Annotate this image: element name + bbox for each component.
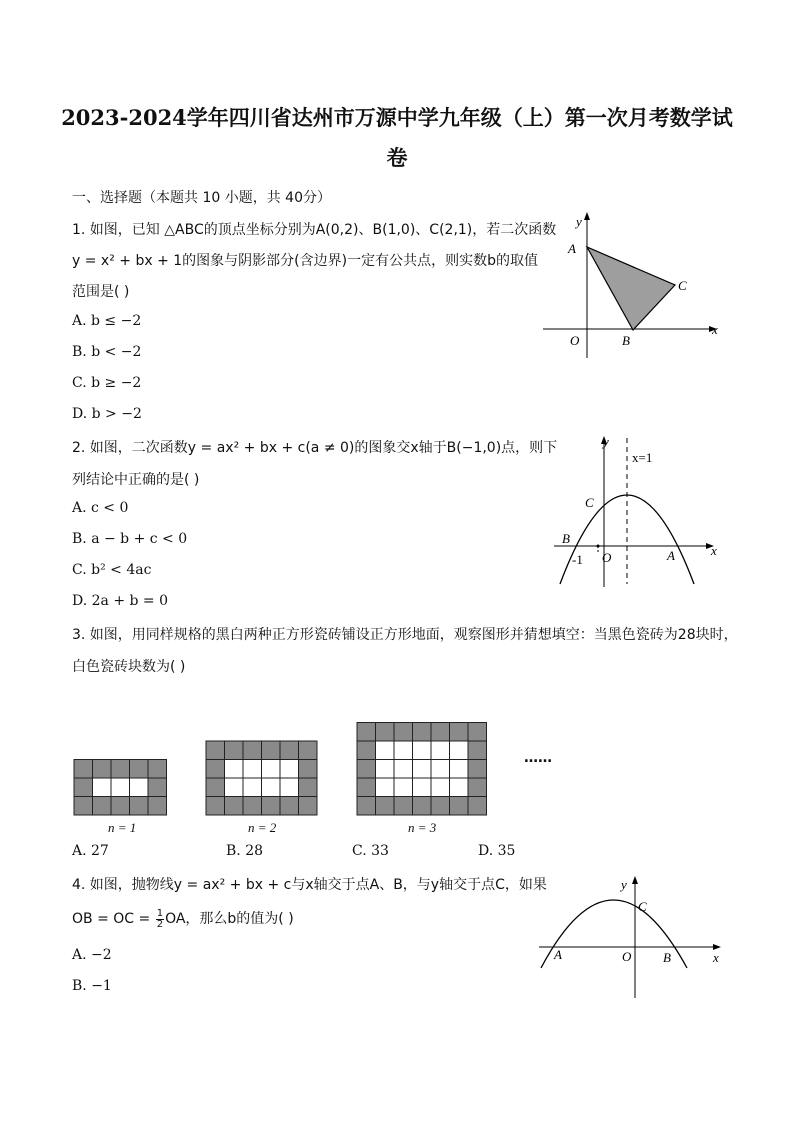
- q3-line2: 白色瓷砖块数为( ): [72, 659, 186, 675]
- q4-fraction: [156, 909, 164, 930]
- q3-line1: 3. 如图，用同样规格的黑白两种正方形瓷砖铺设正方形地面，观察图形并猜想填空：当黑色瓷砖为28块时，: [72, 627, 738, 643]
- section-heading: 一、选择题（本题共 10 小题，共 40分）: [72, 190, 331, 206]
- q4-line1: 4. 如图，抛物线y = ax² + bx + c与x轴交于点A、B，与y轴交于点C，如果: [72, 877, 547, 893]
- white-tile: [111, 778, 130, 797]
- black-tile: [148, 778, 167, 797]
- black-tile: [413, 797, 432, 816]
- black-tile: [111, 760, 130, 779]
- black-tile: [357, 741, 376, 760]
- q1-label-b: B: [622, 333, 630, 348]
- black-tile: [357, 778, 376, 797]
- black-tile: [206, 778, 225, 797]
- q4-option-b: B. −1: [72, 978, 112, 994]
- black-tile: [376, 723, 395, 742]
- q4-fraction-num: 1: [156, 907, 164, 919]
- q1-label-y: y: [576, 214, 582, 229]
- page-title-line1: 2023-2024学年四川省达州市万源中学九年级（上）第一次月考数学试: [61, 105, 733, 130]
- q4-label-o: O: [622, 949, 632, 964]
- black-tile: [357, 797, 376, 816]
- white-tile: [450, 778, 469, 797]
- white-tile: [280, 778, 299, 797]
- white-tile: [413, 741, 432, 760]
- black-tile: [74, 778, 93, 797]
- q2-option-b: B. a − b + c < 0: [72, 531, 188, 547]
- black-tile: [225, 741, 244, 760]
- white-tile: [262, 760, 281, 779]
- q4-fraction-den: 2: [156, 918, 164, 930]
- black-tile: [431, 797, 450, 816]
- q4-line2-equation: OB = OC =: [72, 911, 155, 927]
- white-tile: [394, 778, 413, 797]
- q2-label-b: B: [562, 531, 570, 546]
- white-tile: [376, 778, 395, 797]
- black-tile: [357, 723, 376, 742]
- black-tile: [262, 797, 281, 816]
- q1-option-b: B. b < −2: [72, 344, 142, 360]
- q2-option-c: C. b² < 4ac: [72, 562, 152, 578]
- black-tile: [431, 723, 450, 742]
- white-tile: [243, 760, 262, 779]
- black-tile: [206, 741, 225, 760]
- q3-tile-figures: [60, 705, 620, 835]
- white-tile: [394, 741, 413, 760]
- q4-figure: [535, 872, 735, 1002]
- q2-option-a: A. c < 0: [72, 500, 129, 516]
- q2-label-o: O: [602, 550, 612, 565]
- black-tile: [93, 760, 112, 779]
- black-tile: [148, 760, 167, 779]
- q3-caption-n1: n = 1: [108, 820, 137, 835]
- q1-label-c: C: [678, 278, 687, 293]
- q4-label-a: A: [554, 947, 562, 962]
- black-tile: [376, 797, 395, 816]
- q4-line2: [72, 908, 294, 930]
- q3-option-a: A. 27: [72, 843, 109, 859]
- white-tile: [431, 741, 450, 760]
- q2-option-d: D. 2a + b = 0: [72, 593, 169, 609]
- white-tile: [225, 778, 244, 797]
- white-tile: [262, 778, 281, 797]
- q2-line2: 列结论中正确的是( ): [72, 472, 200, 488]
- black-tile: [206, 760, 225, 779]
- black-tile: [74, 760, 93, 779]
- black-tile: [468, 797, 487, 816]
- black-tile: [148, 797, 167, 816]
- q1-option-d: D. b > −2: [72, 406, 142, 422]
- q3-option-d: D. 35: [478, 843, 516, 859]
- q1-figure: [535, 208, 725, 368]
- white-tile: [225, 760, 244, 779]
- q1-line1: 1. 如图，已知 △ABC的顶点坐标分别为A(0,2)、B(1,0)、C(2,1)，若二次函数: [72, 222, 557, 238]
- q4-line2-rest: OA，那么b的值为( ): [165, 911, 294, 927]
- black-tile: [206, 797, 225, 816]
- white-tile: [376, 741, 395, 760]
- black-tile: [450, 723, 469, 742]
- black-tile: [93, 797, 112, 816]
- page-title-line2: 卷: [386, 145, 408, 170]
- black-tile: [262, 741, 281, 760]
- q2-figure: [548, 432, 728, 592]
- black-tile: [299, 741, 318, 760]
- q1-label-a: A: [568, 241, 576, 256]
- q1-shaded-triangle: [587, 247, 675, 330]
- white-tile: [243, 778, 262, 797]
- white-tile: [431, 760, 450, 779]
- q3-caption-n3: n = 3: [408, 820, 437, 835]
- black-tile: [225, 797, 244, 816]
- q2-label-minus-one: -1: [572, 552, 583, 567]
- black-tile: [299, 760, 318, 779]
- black-tile: [280, 741, 299, 760]
- black-tile: [243, 797, 262, 816]
- white-tile: [376, 760, 395, 779]
- black-tile: [468, 723, 487, 742]
- black-tile: [299, 778, 318, 797]
- black-tile: [74, 797, 93, 816]
- white-tile: [394, 760, 413, 779]
- q1-line3: 范围是( ): [72, 284, 130, 300]
- q1-option-c: C. b ≥ −2: [72, 375, 142, 391]
- q2-line1: 2. 如图，二次函数y = ax² + bx + c(a ≠ 0)的图象交x轴于B(−1,0)点，则下: [72, 440, 558, 456]
- q2-label-a: A: [667, 548, 675, 563]
- black-tile: [394, 797, 413, 816]
- q2-label-c: C: [585, 495, 594, 510]
- white-tile: [130, 778, 149, 797]
- white-tile: [413, 778, 432, 797]
- black-tile: [468, 778, 487, 797]
- q3-option-b: B. 28: [226, 843, 264, 859]
- black-tile: [111, 797, 130, 816]
- black-tile: [280, 797, 299, 816]
- black-tile: [394, 723, 413, 742]
- black-tile: [299, 797, 318, 816]
- q2-label-x: x: [711, 543, 717, 558]
- q1-option-a: A. b ≤ −2: [72, 313, 142, 329]
- black-tile: [357, 760, 376, 779]
- black-tile: [413, 723, 432, 742]
- q4-label-b: B: [663, 950, 671, 965]
- q2-axis-of-symmetry-label: x=1: [632, 450, 653, 465]
- white-tile: [413, 760, 432, 779]
- q4-label-x: x: [713, 950, 719, 965]
- q2-label-y: y: [603, 434, 609, 449]
- white-tile: [450, 741, 469, 760]
- q4-label-y: y: [621, 877, 627, 892]
- q3-ellipsis: ……: [524, 750, 552, 766]
- black-tile: [243, 741, 262, 760]
- q4-option-a: A. −2: [72, 947, 112, 963]
- white-tile: [431, 778, 450, 797]
- white-tile: [450, 760, 469, 779]
- q1-line2: y = x² + bx + 1的图象与阴影部分(含边界)一定有公共点，则实数b的取值: [72, 253, 538, 269]
- q3-option-c: C. 33: [352, 843, 389, 859]
- black-tile: [468, 741, 487, 760]
- black-tile: [130, 797, 149, 816]
- white-tile: [280, 760, 299, 779]
- q1-label-o: O: [570, 333, 580, 348]
- q1-label-x: x: [712, 322, 718, 337]
- q3-caption-n2: n = 2: [248, 820, 277, 835]
- black-tile: [450, 797, 469, 816]
- black-tile: [468, 760, 487, 779]
- white-tile: [93, 778, 112, 797]
- q4-label-c: C: [638, 899, 647, 914]
- black-tile: [130, 760, 149, 779]
